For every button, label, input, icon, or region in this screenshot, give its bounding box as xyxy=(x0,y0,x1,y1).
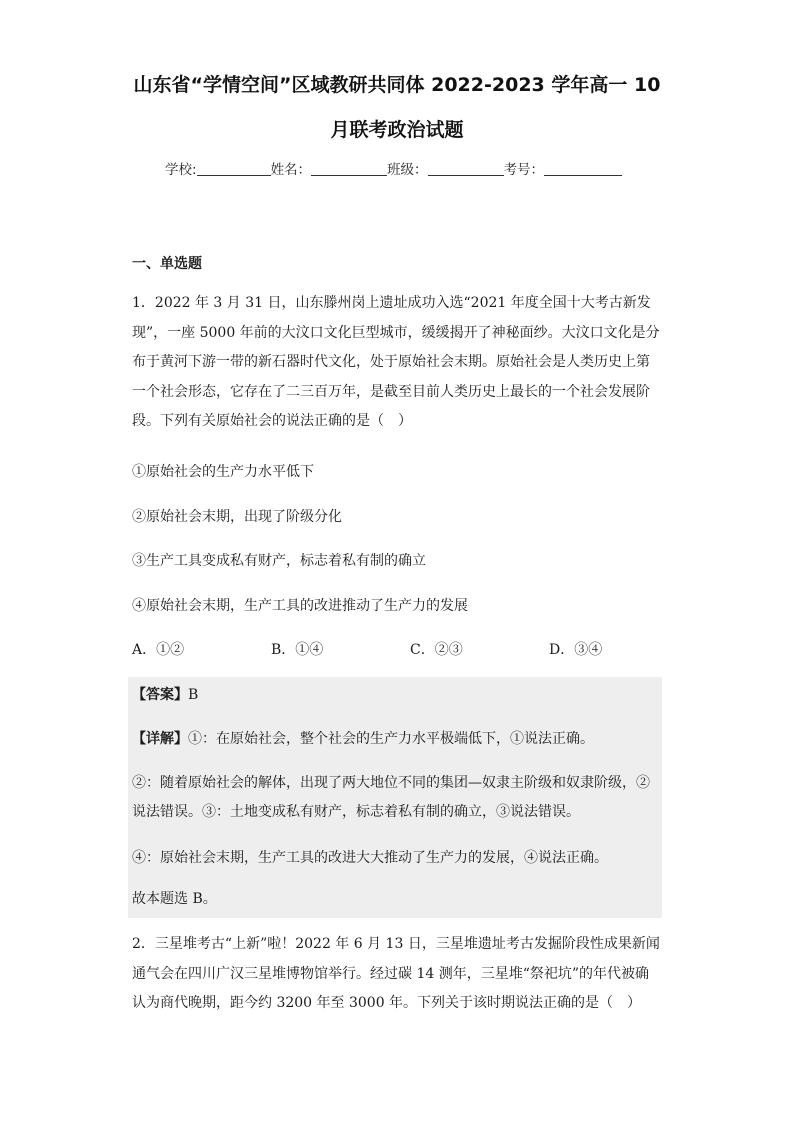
student-info-line xyxy=(165,158,622,178)
section-heading: 一、单选题 xyxy=(132,256,202,272)
number-label: 考号： xyxy=(503,162,545,178)
choice-a[interactable]: A．①② xyxy=(132,642,185,658)
question-2-stem: 2．三星堆考古“上新”啦！2022 年 6 月 13 日，三星堆遗址考古发掘阶段性成果新闻通气会在四川广汉三星堆博物馆举行。经过碳 14 测年，三星堆“祭祀坑”的年代被确认为商代晚期，距今约 3200 年至 3000 年。下列关于该时期说法正确的是（ ） xyxy=(132,936,660,1011)
question-1-statement-3: ③生产工具变成私有财产，标志着私有制的确立 xyxy=(132,553,426,569)
question-1-statement-2: ②原始社会末期，出现了阶级分化 xyxy=(132,509,342,525)
answer-line xyxy=(132,681,660,710)
choice-c[interactable]: C．②③ xyxy=(410,642,463,658)
name-label: 姓名： xyxy=(270,162,312,178)
detail-text-1: ①：在原始社会，整个社会的生产力水平极端低下，①说法正确。 xyxy=(188,731,594,747)
class-blank[interactable] xyxy=(428,161,504,176)
answer-value: B xyxy=(188,687,199,703)
question-1-stem: 1．2022 年 3 月 31 日，山东滕州岗上遗址成功入选“2021 年度全国十大考古新发现”，一座 5000 年前的大汶口文化巨型城市，缓缓揭开了神秘面纱。大汶口文化是分布于黄河下游一带的新石器时代文化，处于原始社会末期。原始社会是人类历史上第一个社会形态，它存在了二三百万年，是截至目前人类历史上最长的一个社会发展阶段。下列有关原始社会的说法正确的是（ ） xyxy=(132,295,660,429)
number-blank[interactable] xyxy=(544,161,622,176)
choice-d[interactable]: D．③④ xyxy=(549,642,603,658)
answer-explanation-box xyxy=(128,677,662,918)
question-1-statement-1: ①原始社会的生产力水平低下 xyxy=(132,464,314,480)
detail-label: 【详解】 xyxy=(132,731,188,747)
class-label: 班级： xyxy=(387,162,428,178)
detail-line-1 xyxy=(132,725,660,754)
detail-text-2: ②：随着原始社会的解体，出现了两大地位不同的集团—奴隶主阶级和奴隶阶级，②说法错误。③：土地变成私有财产，标志着私有制的确立，③说法错误。 xyxy=(132,775,650,820)
question-1-statement-4: ④原始社会末期，生产工具的改进推动了生产力的发展 xyxy=(132,598,468,614)
detail-text-3: ④：原始社会末期，生产工具的改进大大推动了生产力的发展，④说法正确。 xyxy=(132,850,608,866)
page-title-line1: 山东省“学情空间”区域教研共同体 2022-2023 学年高一 10 xyxy=(133,74,661,96)
name-blank[interactable] xyxy=(311,161,387,176)
school-label: 学校: xyxy=(165,162,197,178)
detail-conclusion: 故本题选 B。 xyxy=(132,891,217,907)
choice-b[interactable]: B．①④ xyxy=(271,642,324,658)
page-title-line2: 月联考政治试题 xyxy=(330,119,464,141)
school-blank[interactable] xyxy=(197,161,271,176)
answer-label: 【答案】 xyxy=(132,687,188,703)
